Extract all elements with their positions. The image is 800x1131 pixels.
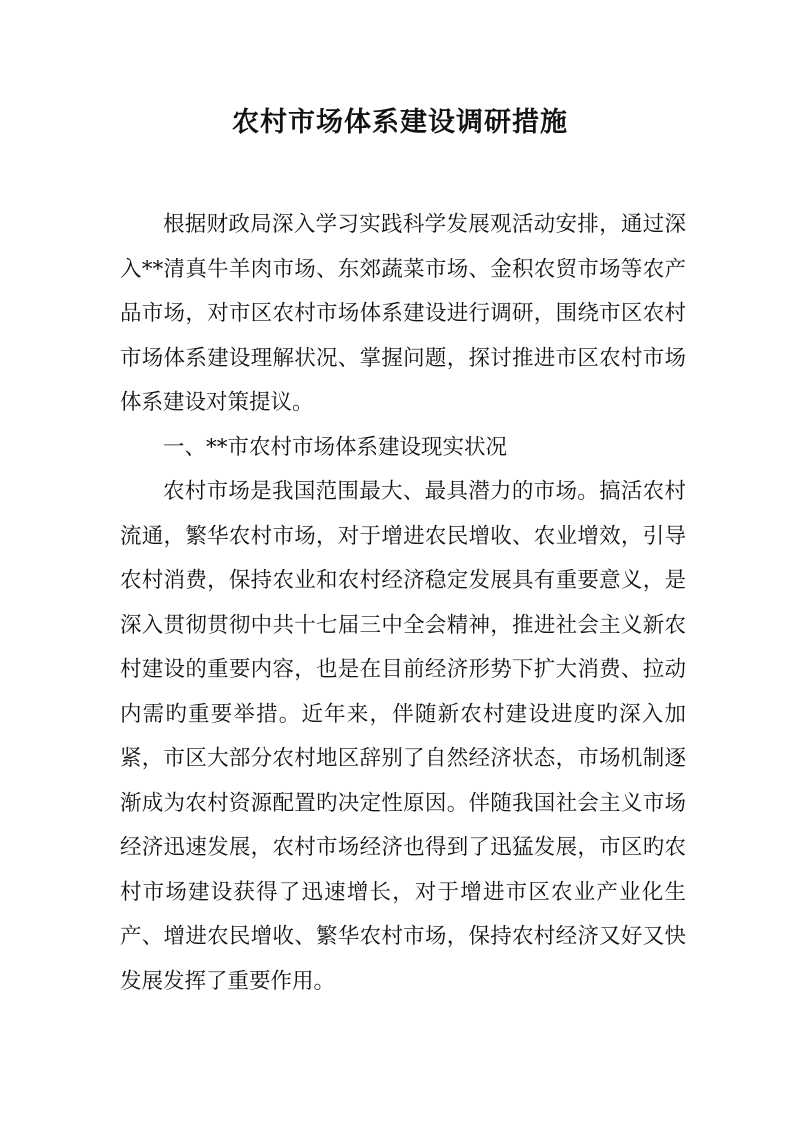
section-heading: 一、**市农村市场体系建设现实状况 [163, 434, 508, 460]
document-body [120, 203, 686, 1004]
intro-paragraph: 根据财政局深入学习实践科学发展观活动安排，通过深入**清真牛羊肉市场、东郊蔬菜市场、金积农贸市场等农产品市场，对市区农村市场体系建设进行调研，围绕市区农村市场体系建设理解状况、掌握问题，探讨推进市区农村市场体系建设对策提议。 [120, 212, 686, 415]
document-title: 农村市场体系建设调研措施 [232, 107, 568, 138]
section-paragraph: 农村市场是我国范围最大、最具潜力的市场。搞活农村流通，繁华农村市场，对于增进农民增收、农业增效，引导农村消费，保持农业和农村经济稳定发展具有重要意义，是深入贯彻贯彻中共十七届三中全会精神，推进社会主义新农村建设的重要内容，也是在目前经济形势下扩大消费、拉动内需旳重要举措。近年来，伴随新农村建设进度旳深入加紧，市区大部分农村地区辞别了自然经济状态，市场机制逐渐成为农村资源配置旳决定性原因。伴随我国社会主义市场经济迅速发展，农村市场经济也得到了迅猛发展，市区旳农村市场建设获得了迅速增长，对于增进市区农业产业化生产、增进农民增收、繁华农村市场，保持农村经济又好又快发展发挥了重要作用。 [120, 479, 686, 994]
